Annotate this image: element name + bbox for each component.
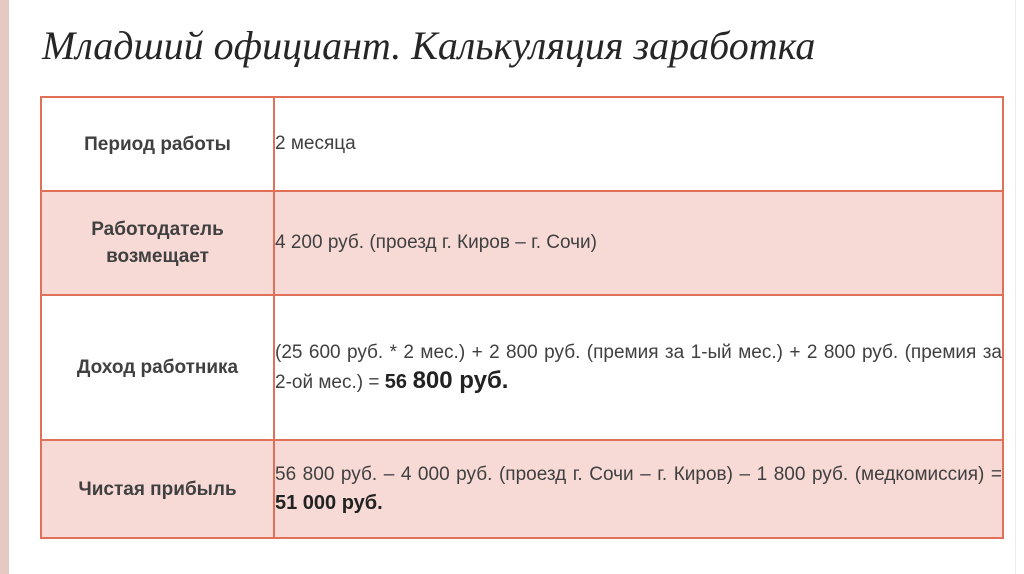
row-label: Доход работника <box>41 295 274 440</box>
table-row-work-period <box>41 97 1003 191</box>
row-value <box>274 191 1003 295</box>
row-label: Работодатель возмещает <box>41 191 274 295</box>
row-label: Чистая прибыль <box>41 440 274 538</box>
row-value <box>274 440 1003 538</box>
right-edge-line <box>1015 0 1016 574</box>
income-result-part-a: 56 <box>384 370 413 393</box>
row-value <box>274 295 1003 440</box>
row-value <box>274 97 1003 191</box>
value-text: 56 800 руб. – 4 000 руб. (проезд г. Сочи – г. Киров) – 1 800 руб. (медкомиссия) = <box>275 463 1002 485</box>
value-text: 2 месяца <box>275 133 356 154</box>
income-result <box>384 366 509 394</box>
earnings-table <box>40 96 1004 539</box>
income-result-part-b: 800 руб. <box>412 366 509 394</box>
table-row-worker-income <box>41 295 1003 440</box>
value-text: 4 200 руб. (проезд г. Киров – г. Сочи) <box>275 232 597 253</box>
slide-title: Младший официант. Калькуляция заработка <box>42 23 816 68</box>
table-row-net-profit <box>41 440 1003 538</box>
row-label: Период работы <box>41 97 274 191</box>
side-accent-bar <box>0 0 9 574</box>
table-row-employer-reimburses <box>41 191 1003 295</box>
net-profit-result: 51 000 руб. <box>275 491 383 514</box>
value-text: (25 600 руб. * 2 мес.) + 2 800 руб. (премия за 1-ый мес.) + 2 800 руб. (премия за 2-ой мес.) = <box>275 341 1002 393</box>
